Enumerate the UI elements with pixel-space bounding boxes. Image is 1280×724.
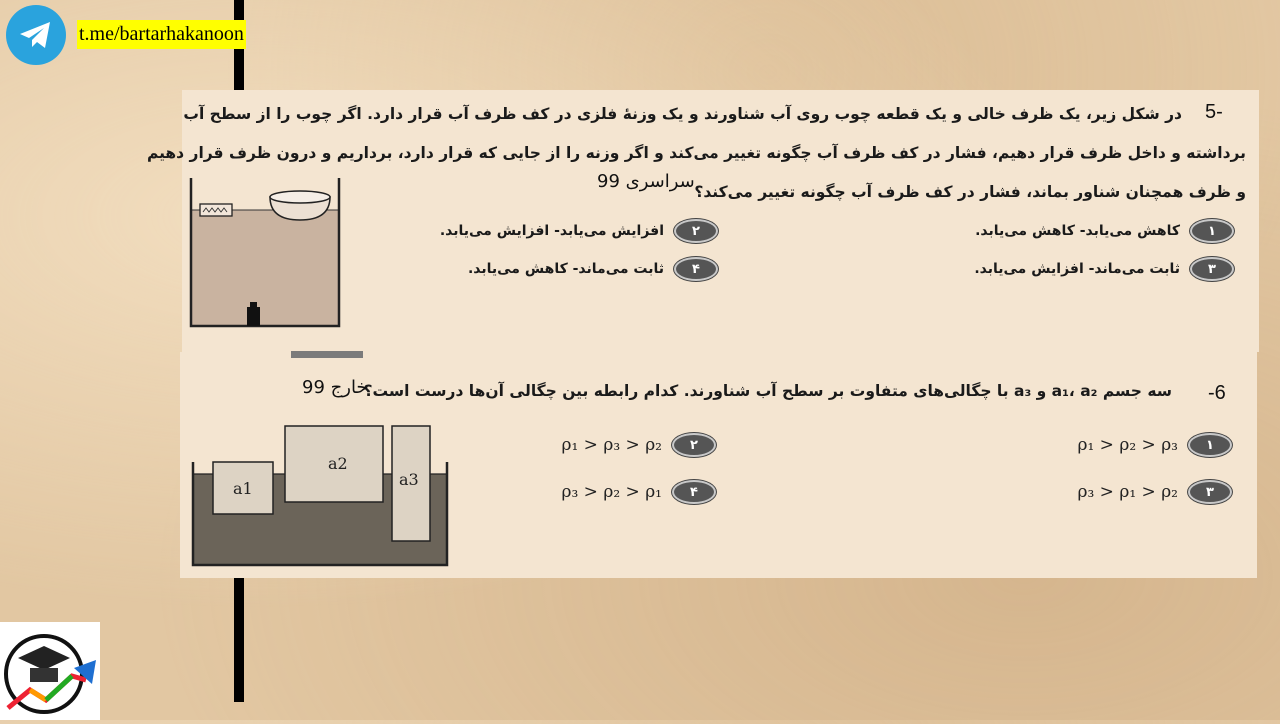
question-6-option-1[interactable]: [1077, 433, 1232, 457]
question-5-option-3[interactable]: [974, 257, 1234, 281]
question-5-option-1[interactable]: [975, 219, 1234, 243]
label-a3: a3: [399, 470, 419, 489]
option-text: ثابت می‌ماند- کاهش می‌یابد.: [467, 261, 664, 277]
option-number-badge: ۳: [1190, 257, 1234, 281]
option-text: ρ₃ > ρ₂ > ρ₁: [561, 482, 662, 502]
question-5-container-diagram: [188, 176, 344, 328]
question-6-option-4[interactable]: [561, 480, 716, 504]
question-6-option-2[interactable]: [561, 433, 716, 457]
brand-logo: [0, 622, 100, 720]
option-number-badge: ۴: [672, 480, 716, 504]
question-6-number: -6: [1208, 382, 1226, 404]
option-number-badge: ۳: [1188, 480, 1232, 504]
channel-link[interactable]: t.me/bartarhakanoon: [77, 20, 246, 49]
question-5-source-note: سراسری 99: [597, 171, 695, 192]
option-text: ρ₃ > ρ₁ > ρ₂: [1077, 482, 1178, 502]
question-5-line-1: در شکل زیر، یک ظرف خالی و یک قطعه چوب روی آب شناورند و یک وزنهٔ فلزی در کف ظرف آب قرار دارد. اگر چوب را از سطح آب: [183, 105, 1182, 123]
telegram-icon[interactable]: [6, 5, 66, 65]
question-6-floating-bodies-diagram: [190, 422, 452, 568]
label-a1: a1: [233, 479, 253, 498]
option-text: ثابت می‌ماند- افزایش می‌یابد.: [974, 261, 1180, 277]
option-number-badge: ۲: [674, 219, 718, 243]
option-number-badge: ۱: [1188, 433, 1232, 457]
question-6-option-3[interactable]: [1077, 480, 1232, 504]
question-6-text: سه جسم a₁، a₂ و a₃ با چگالی‌های متفاوت بر سطح آب شناورند. کدام رابطه بین چگالی آن‌ها درست است؟: [363, 382, 1172, 400]
question-5-number: 5-: [1205, 101, 1223, 123]
option-text: ρ₁ > ρ₂ > ρ₃: [1077, 435, 1178, 455]
question-5-line-2: برداشته و داخل ظرف قرار دهیم، فشار در کف ظرف آب چگونه تغییر می‌کند و اگر وزنه را از جایی که قرار دارد، برداریم و درون ظرف قرار دهیم: [146, 144, 1246, 162]
question-5-line-3: و ظرف همچنان شناور بماند، فشار در کف ظرف آب چگونه تغییر می‌کند؟: [694, 183, 1246, 201]
option-text: افزایش می‌یابد- افزایش می‌یابد.: [439, 223, 664, 239]
divider-bar: [291, 351, 363, 358]
option-text: کاهش می‌یابد- کاهش می‌یابد.: [975, 223, 1180, 239]
option-text: ρ₁ > ρ₃ > ρ₂: [561, 435, 662, 455]
question-6-source-note: خارج 99: [302, 377, 368, 398]
option-number-badge: ۱: [1190, 219, 1234, 243]
option-number-badge: ۴: [674, 257, 718, 281]
option-number-badge: ۲: [672, 433, 716, 457]
question-5-option-2[interactable]: [440, 219, 718, 243]
question-5-option-4[interactable]: [468, 257, 718, 281]
label-a2: a2: [328, 454, 348, 473]
